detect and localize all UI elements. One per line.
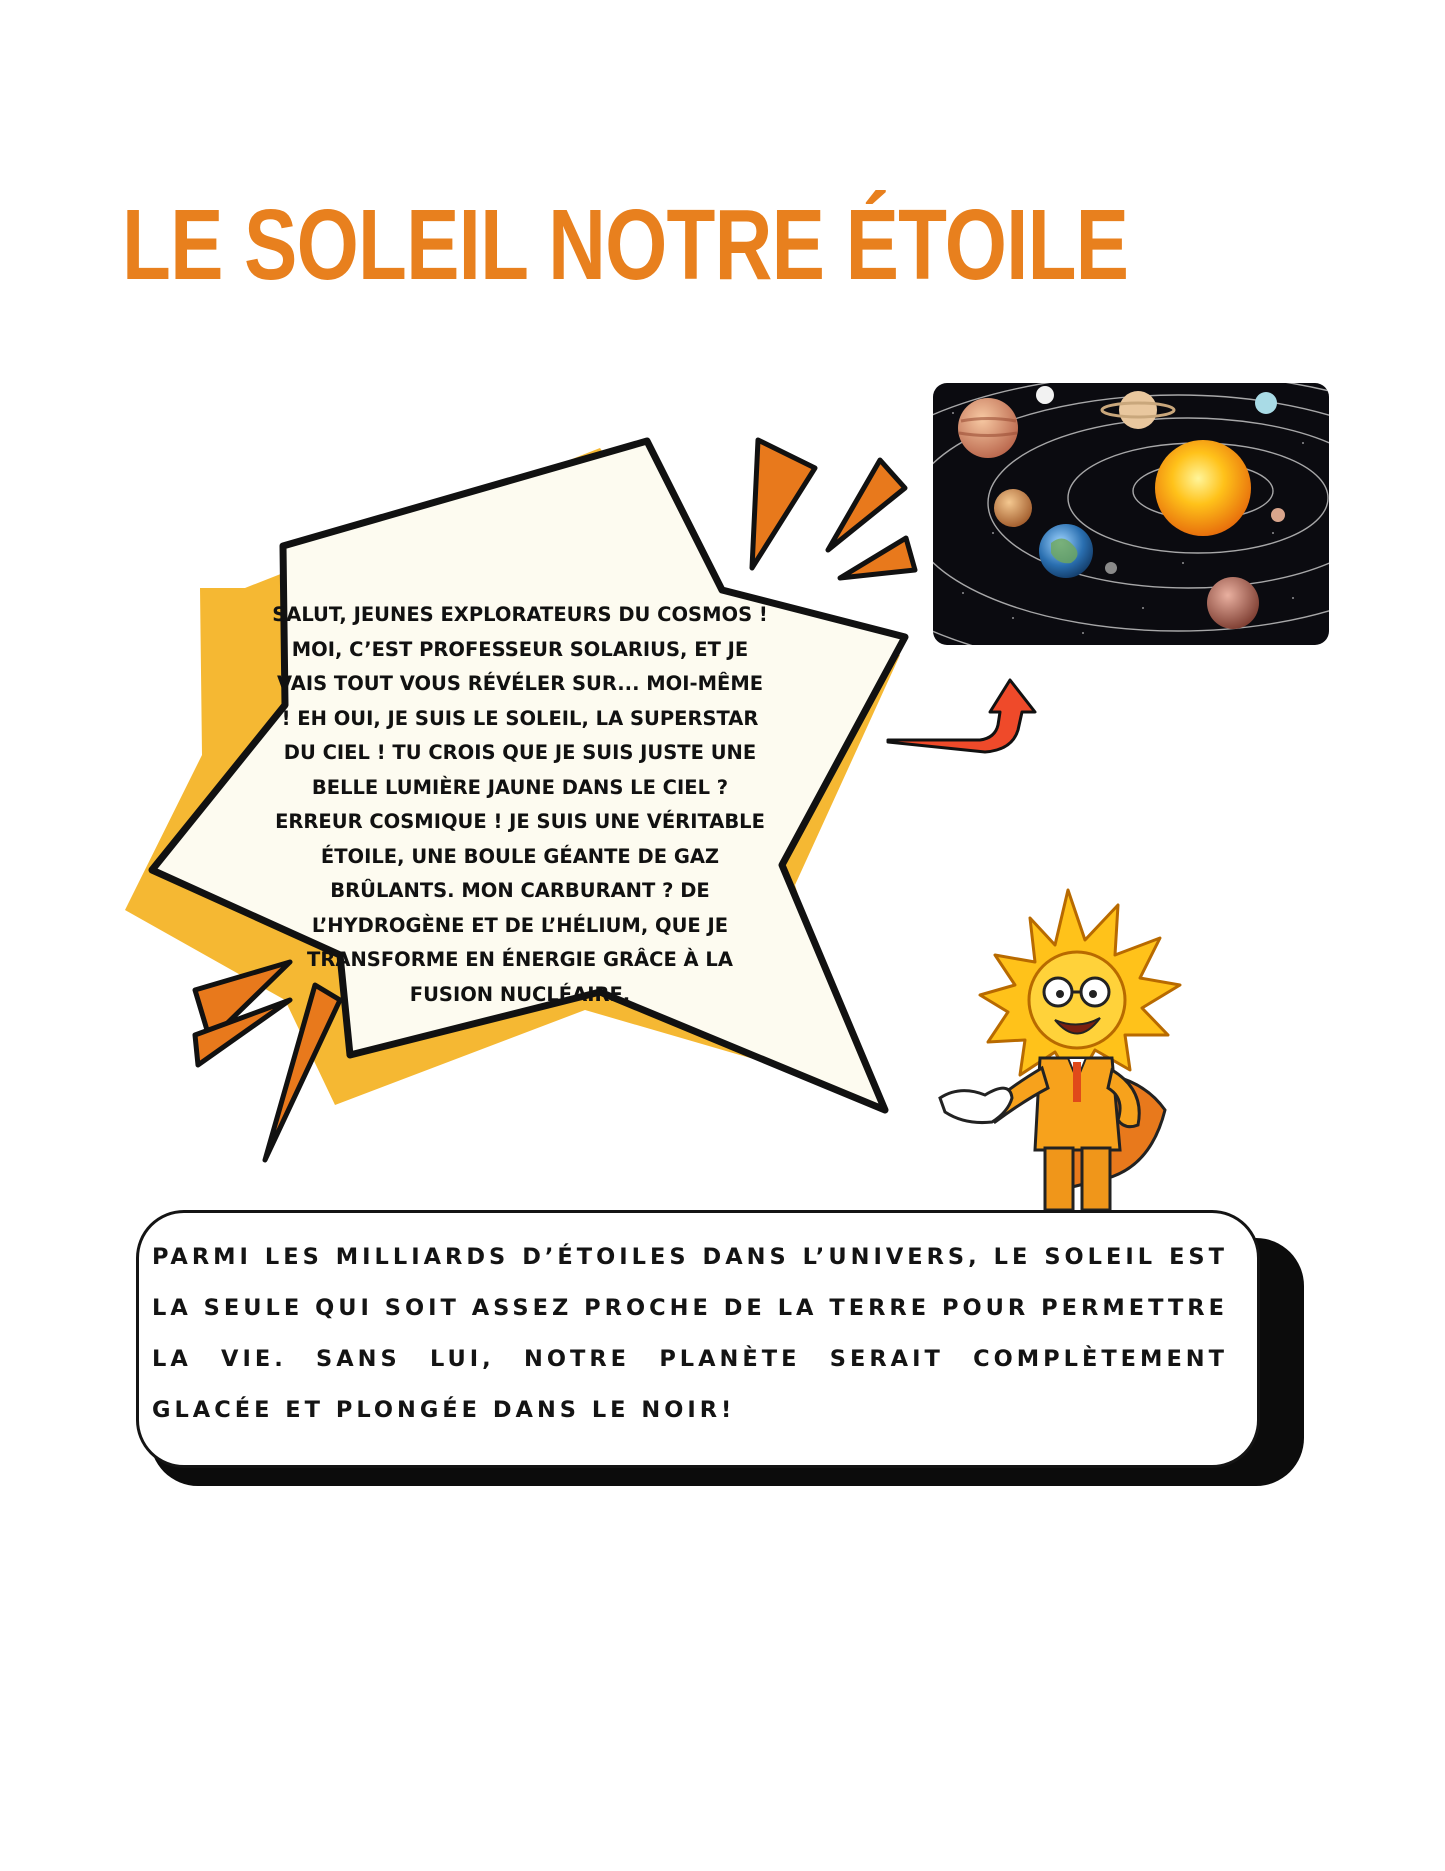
- curved-arrow-icon: [880, 670, 1060, 760]
- sun-mascot-illustration: [922, 880, 1182, 1210]
- accent-ray: [752, 440, 815, 568]
- speech-bubble-text: SALUT, JEUNES EXPLORATEURS DU COSMOS ! MOI, C’EST PROFESSEUR SOLARIUS, ET JE VAIS TOUT VOUS RÉVÉLER SUR... MOI-MÊME ! EH OUI, JE SUIS LE SOLEIL, LA SUPERSTAR DU CIEL ! TU CROIS QUE JE SUIS JUSTE UNE BELLE LUMIÈRE JAUNE DANS LE CIEL ? ERREUR COSMIQUE ! JE SUIS UNE VÉRITABLE ÉTOILE, UNE BOULE GÉANTE DE GAZ BRÛLANTS. MON CARBURANT ? DE L’HYDROGÈNE ET DE L’HÉLIUM, QUE JE TRANSFORME EN ÉNERGIE GRÂCE À LA FUSION NUCLÉAIRE.: [272, 603, 768, 1006]
- page-title: LE SOLEIL NOTRE ÉTOILE: [122, 189, 1129, 301]
- info-box-text: PARMI LES MILLIARDS D’ÉTOILES DANS L’UNIVERS, LE SOLEIL EST LA SEULE QUI SOIT ASSEZ PROCHE DE LA TERRE POUR PERMETTRE LA VIE. SANS LUI, NOTRE PLANÈTE SERAIT COMPLÈTEMENT GLACÉE ET PLONGÉE DANS LE NOIR!: [152, 1244, 1228, 1423]
- solar-system-illustration: [933, 383, 1329, 645]
- accent-ray: [828, 460, 905, 550]
- accent-ray: [840, 538, 915, 578]
